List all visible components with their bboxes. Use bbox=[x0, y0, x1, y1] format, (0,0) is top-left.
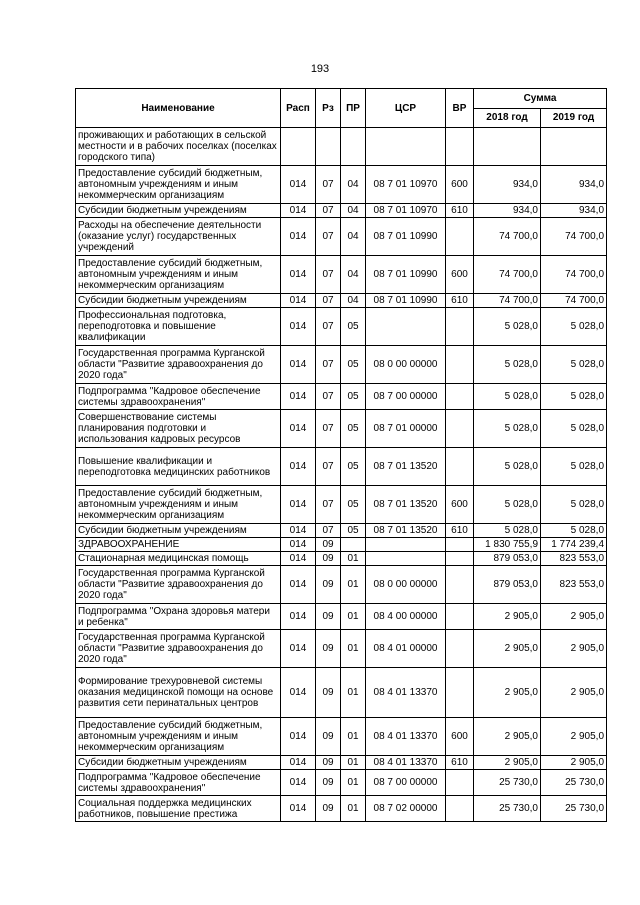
row-sum-2019: 5 028,0 bbox=[541, 486, 607, 524]
row-name: Субсидии бюджетным учреждениям bbox=[76, 204, 281, 218]
row-vr bbox=[446, 218, 474, 256]
row-vr bbox=[446, 604, 474, 630]
row-rasp: 014 bbox=[281, 486, 316, 524]
row-pr: 04 bbox=[341, 204, 366, 218]
row-rasp: 014 bbox=[281, 256, 316, 294]
row-sum-2019: 5 028,0 bbox=[541, 308, 607, 346]
table-row bbox=[76, 630, 607, 668]
row-vr bbox=[446, 796, 474, 822]
row-rasp: 014 bbox=[281, 410, 316, 448]
row-sum-2018: 74 700,0 bbox=[474, 256, 541, 294]
row-sum-2019: 5 028,0 bbox=[541, 448, 607, 486]
row-sum-2019: 934,0 bbox=[541, 204, 607, 218]
row-sum-2019: 2 905,0 bbox=[541, 756, 607, 770]
row-vr bbox=[446, 384, 474, 410]
table-row bbox=[76, 604, 607, 630]
row-rz: 07 bbox=[316, 346, 341, 384]
row-csr: 08 7 02 00000 bbox=[366, 796, 446, 822]
row-rasp: 014 bbox=[281, 718, 316, 756]
row-csr: 08 7 00 00000 bbox=[366, 770, 446, 796]
table-row bbox=[76, 566, 607, 604]
row-pr: 05 bbox=[341, 448, 366, 486]
row-sum-2018: 5 028,0 bbox=[474, 486, 541, 524]
row-vr bbox=[446, 448, 474, 486]
row-vr bbox=[446, 128, 474, 166]
row-rz: 07 bbox=[316, 294, 341, 308]
row-name: Предоставление субсидий бюджетным, автономным учреждениям и иным некоммерческим организациям bbox=[76, 256, 281, 294]
row-rasp bbox=[281, 128, 316, 166]
row-csr: 08 7 01 13520 bbox=[366, 486, 446, 524]
table-row bbox=[76, 256, 607, 294]
row-vr bbox=[446, 410, 474, 448]
row-sum-2018: 5 028,0 bbox=[474, 308, 541, 346]
row-vr bbox=[446, 630, 474, 668]
table-row bbox=[76, 552, 607, 566]
row-pr: 04 bbox=[341, 166, 366, 204]
row-name: Субсидии бюджетным учреждениям bbox=[76, 524, 281, 538]
row-name: Подпрограмма "Кадровое обеспечение системы здравоохранения" bbox=[76, 384, 281, 410]
row-sum-2018: 934,0 bbox=[474, 166, 541, 204]
row-name: Профессиональная подготовка, переподготовка и повышение квалификации bbox=[76, 308, 281, 346]
table-row bbox=[76, 166, 607, 204]
row-rasp: 014 bbox=[281, 294, 316, 308]
row-rasp: 014 bbox=[281, 770, 316, 796]
page-number: 193 bbox=[310, 63, 330, 75]
row-rz: 09 bbox=[316, 604, 341, 630]
row-name: Повышение квалификации и переподготовка медицинских работников bbox=[76, 448, 281, 486]
row-sum-2018: 2 905,0 bbox=[474, 718, 541, 756]
row-rasp: 014 bbox=[281, 796, 316, 822]
row-sum-2019: 25 730,0 bbox=[541, 796, 607, 822]
row-csr bbox=[366, 308, 446, 346]
row-rz: 09 bbox=[316, 566, 341, 604]
row-sum-2019: 5 028,0 bbox=[541, 346, 607, 384]
row-sum-2018: 879 053,0 bbox=[474, 552, 541, 566]
row-csr: 08 0 00 00000 bbox=[366, 566, 446, 604]
row-vr bbox=[446, 770, 474, 796]
row-sum-2018: 2 905,0 bbox=[474, 604, 541, 630]
table-row bbox=[76, 770, 607, 796]
row-sum-2019: 2 905,0 bbox=[541, 604, 607, 630]
header-year-2018: 2018 год bbox=[474, 108, 541, 128]
table-row bbox=[76, 218, 607, 256]
row-sum-2018: 25 730,0 bbox=[474, 770, 541, 796]
row-csr: 08 7 01 13520 bbox=[366, 524, 446, 538]
row-rz: 07 bbox=[316, 384, 341, 410]
row-vr bbox=[446, 308, 474, 346]
row-pr: 01 bbox=[341, 630, 366, 668]
budget-table bbox=[75, 88, 607, 822]
row-rasp: 014 bbox=[281, 218, 316, 256]
header-csr: ЦСР bbox=[366, 89, 446, 128]
row-name: Государственная программа Курганской области "Развитие здравоохранения до 2020 года" bbox=[76, 346, 281, 384]
row-rz: 09 bbox=[316, 668, 341, 718]
row-csr bbox=[366, 552, 446, 566]
row-name: Формирование трехуровневой системы оказания медицинской помощи на основе развития сети перинатальных центров bbox=[76, 668, 281, 718]
row-name: Подпрограмма "Охрана здоровья матери и ребенка" bbox=[76, 604, 281, 630]
row-sum-2019: 2 905,0 bbox=[541, 668, 607, 718]
row-vr: 610 bbox=[446, 756, 474, 770]
row-rasp: 014 bbox=[281, 384, 316, 410]
row-csr: 08 7 00 00000 bbox=[366, 384, 446, 410]
row-name: Государственная программа Курганской области "Развитие здравоохранения до 2020 года" bbox=[76, 566, 281, 604]
row-rz bbox=[316, 128, 341, 166]
row-pr: 01 bbox=[341, 718, 366, 756]
row-csr: 08 4 01 13370 bbox=[366, 668, 446, 718]
row-rz: 07 bbox=[316, 308, 341, 346]
row-pr bbox=[341, 538, 366, 552]
row-pr: 05 bbox=[341, 384, 366, 410]
table-row bbox=[76, 294, 607, 308]
row-sum-2019: 2 905,0 bbox=[541, 630, 607, 668]
row-pr: 05 bbox=[341, 346, 366, 384]
row-vr: 600 bbox=[446, 256, 474, 294]
header-rasp: Расп bbox=[281, 89, 316, 128]
row-rz: 07 bbox=[316, 256, 341, 294]
row-sum-2019 bbox=[541, 128, 607, 166]
row-pr: 01 bbox=[341, 566, 366, 604]
row-rz: 09 bbox=[316, 552, 341, 566]
row-name: ЗДРАВООХРАНЕНИЕ bbox=[76, 538, 281, 552]
row-name: Предоставление субсидий бюджетным, автономным учреждениям и иным некоммерческим организациям bbox=[76, 718, 281, 756]
row-vr: 600 bbox=[446, 486, 474, 524]
row-csr: 08 7 01 10990 bbox=[366, 294, 446, 308]
row-rasp: 014 bbox=[281, 538, 316, 552]
row-rasp: 014 bbox=[281, 448, 316, 486]
row-sum-2018: 934,0 bbox=[474, 204, 541, 218]
table-row bbox=[76, 204, 607, 218]
row-sum-2019: 5 028,0 bbox=[541, 410, 607, 448]
row-vr: 600 bbox=[446, 718, 474, 756]
row-pr: 05 bbox=[341, 410, 366, 448]
row-sum-2018: 2 905,0 bbox=[474, 630, 541, 668]
header-sum: Сумма bbox=[474, 89, 607, 109]
row-sum-2018 bbox=[474, 128, 541, 166]
row-rz: 09 bbox=[316, 770, 341, 796]
row-csr: 08 7 01 10990 bbox=[366, 256, 446, 294]
row-rz: 07 bbox=[316, 524, 341, 538]
row-rz: 07 bbox=[316, 410, 341, 448]
row-pr: 01 bbox=[341, 668, 366, 718]
row-csr: 08 4 01 00000 bbox=[366, 630, 446, 668]
row-sum-2018: 74 700,0 bbox=[474, 218, 541, 256]
row-rz: 09 bbox=[316, 796, 341, 822]
row-sum-2019: 2 905,0 bbox=[541, 718, 607, 756]
row-sum-2019: 5 028,0 bbox=[541, 384, 607, 410]
row-pr: 05 bbox=[341, 524, 366, 538]
row-name: Стационарная медицинская помощь bbox=[76, 552, 281, 566]
row-name: Государственная программа Курганской области "Развитие здравоохранения до 2020 года" bbox=[76, 630, 281, 668]
row-name: Субсидии бюджетным учреждениям bbox=[76, 294, 281, 308]
row-vr bbox=[446, 538, 474, 552]
header-name: Наименование bbox=[76, 89, 281, 128]
row-pr: 01 bbox=[341, 756, 366, 770]
row-vr: 600 bbox=[446, 166, 474, 204]
row-rasp: 014 bbox=[281, 524, 316, 538]
row-vr bbox=[446, 566, 474, 604]
row-csr bbox=[366, 128, 446, 166]
row-rasp: 014 bbox=[281, 668, 316, 718]
table-row bbox=[76, 486, 607, 524]
table-row bbox=[76, 796, 607, 822]
row-rz: 09 bbox=[316, 718, 341, 756]
table-row bbox=[76, 410, 607, 448]
row-rasp: 014 bbox=[281, 166, 316, 204]
table-row bbox=[76, 128, 607, 166]
row-sum-2019: 74 700,0 bbox=[541, 218, 607, 256]
row-csr bbox=[366, 538, 446, 552]
row-rz: 09 bbox=[316, 538, 341, 552]
table-row bbox=[76, 538, 607, 552]
row-name: проживающих и работающих в сельской местности и в рабочих поселках (поселках городского типа) bbox=[76, 128, 281, 166]
row-sum-2018: 1 830 755,9 bbox=[474, 538, 541, 552]
row-rz: 09 bbox=[316, 756, 341, 770]
row-vr bbox=[446, 552, 474, 566]
row-name: Расходы на обеспечение деятельности (оказание услуг) государственных учреждений bbox=[76, 218, 281, 256]
row-vr: 610 bbox=[446, 294, 474, 308]
row-csr: 08 7 01 10970 bbox=[366, 204, 446, 218]
row-sum-2018: 2 905,0 bbox=[474, 668, 541, 718]
table-row bbox=[76, 756, 607, 770]
row-sum-2019: 823 553,0 bbox=[541, 566, 607, 604]
row-csr: 08 7 01 13520 bbox=[366, 448, 446, 486]
row-sum-2018: 2 905,0 bbox=[474, 756, 541, 770]
row-pr: 04 bbox=[341, 256, 366, 294]
row-rz: 07 bbox=[316, 218, 341, 256]
row-rasp: 014 bbox=[281, 630, 316, 668]
row-csr: 08 4 01 13370 bbox=[366, 756, 446, 770]
row-rasp: 014 bbox=[281, 308, 316, 346]
header-vr: ВР bbox=[446, 89, 474, 128]
row-vr bbox=[446, 346, 474, 384]
row-rasp: 014 bbox=[281, 204, 316, 218]
row-pr: 04 bbox=[341, 218, 366, 256]
row-rasp: 014 bbox=[281, 346, 316, 384]
row-sum-2019: 823 553,0 bbox=[541, 552, 607, 566]
row-name: Предоставление субсидий бюджетным, автономным учреждениям и иным некоммерческим организациям bbox=[76, 486, 281, 524]
row-csr: 08 7 01 10990 bbox=[366, 218, 446, 256]
row-vr: 610 bbox=[446, 204, 474, 218]
row-pr: 01 bbox=[341, 770, 366, 796]
table-row bbox=[76, 308, 607, 346]
row-sum-2018: 5 028,0 bbox=[474, 524, 541, 538]
header-pr: ПР bbox=[341, 89, 366, 128]
row-pr bbox=[341, 128, 366, 166]
row-rasp: 014 bbox=[281, 756, 316, 770]
table-row bbox=[76, 384, 607, 410]
row-rz: 07 bbox=[316, 166, 341, 204]
row-name: Совершенствование системы планирования подготовки и использования кадровых ресурсов bbox=[76, 410, 281, 448]
row-csr: 08 4 00 00000 bbox=[366, 604, 446, 630]
row-sum-2019: 25 730,0 bbox=[541, 770, 607, 796]
row-pr: 04 bbox=[341, 294, 366, 308]
row-name: Субсидии бюджетным учреждениям bbox=[76, 756, 281, 770]
header-rz: Рз bbox=[316, 89, 341, 128]
row-name: Подпрограмма "Кадровое обеспечение системы здравоохранения" bbox=[76, 770, 281, 796]
row-csr: 08 7 01 00000 bbox=[366, 410, 446, 448]
row-rasp: 014 bbox=[281, 552, 316, 566]
row-pr: 05 bbox=[341, 308, 366, 346]
row-pr: 01 bbox=[341, 796, 366, 822]
row-vr bbox=[446, 668, 474, 718]
row-pr: 05 bbox=[341, 486, 366, 524]
row-sum-2019: 74 700,0 bbox=[541, 294, 607, 308]
row-rz: 09 bbox=[316, 630, 341, 668]
row-rz: 07 bbox=[316, 486, 341, 524]
table-row bbox=[76, 524, 607, 538]
row-csr: 08 4 01 13370 bbox=[366, 718, 446, 756]
table-row bbox=[76, 448, 607, 486]
row-rz: 07 bbox=[316, 204, 341, 218]
row-sum-2018: 74 700,0 bbox=[474, 294, 541, 308]
row-pr: 01 bbox=[341, 552, 366, 566]
table-row bbox=[76, 346, 607, 384]
row-rasp: 014 bbox=[281, 604, 316, 630]
row-sum-2018: 25 730,0 bbox=[474, 796, 541, 822]
header-year-2019: 2019 год bbox=[541, 108, 607, 128]
row-sum-2018: 5 028,0 bbox=[474, 384, 541, 410]
row-csr: 08 0 00 00000 bbox=[366, 346, 446, 384]
row-sum-2019: 1 774 239,4 bbox=[541, 538, 607, 552]
row-sum-2019: 934,0 bbox=[541, 166, 607, 204]
row-rasp: 014 bbox=[281, 566, 316, 604]
row-sum-2018: 5 028,0 bbox=[474, 410, 541, 448]
row-name: Социальная поддержка медицинских работников, повышение престижа bbox=[76, 796, 281, 822]
table-row bbox=[76, 668, 607, 718]
row-name: Предоставление субсидий бюджетным, автономным учреждениям и иным некоммерческим организациям bbox=[76, 166, 281, 204]
table-row bbox=[76, 718, 607, 756]
row-sum-2018: 5 028,0 bbox=[474, 448, 541, 486]
row-sum-2019: 74 700,0 bbox=[541, 256, 607, 294]
row-vr: 610 bbox=[446, 524, 474, 538]
row-sum-2018: 879 053,0 bbox=[474, 566, 541, 604]
row-sum-2018: 5 028,0 bbox=[474, 346, 541, 384]
row-rz: 07 bbox=[316, 448, 341, 486]
row-sum-2019: 5 028,0 bbox=[541, 524, 607, 538]
row-pr: 01 bbox=[341, 604, 366, 630]
row-csr: 08 7 01 10970 bbox=[366, 166, 446, 204]
